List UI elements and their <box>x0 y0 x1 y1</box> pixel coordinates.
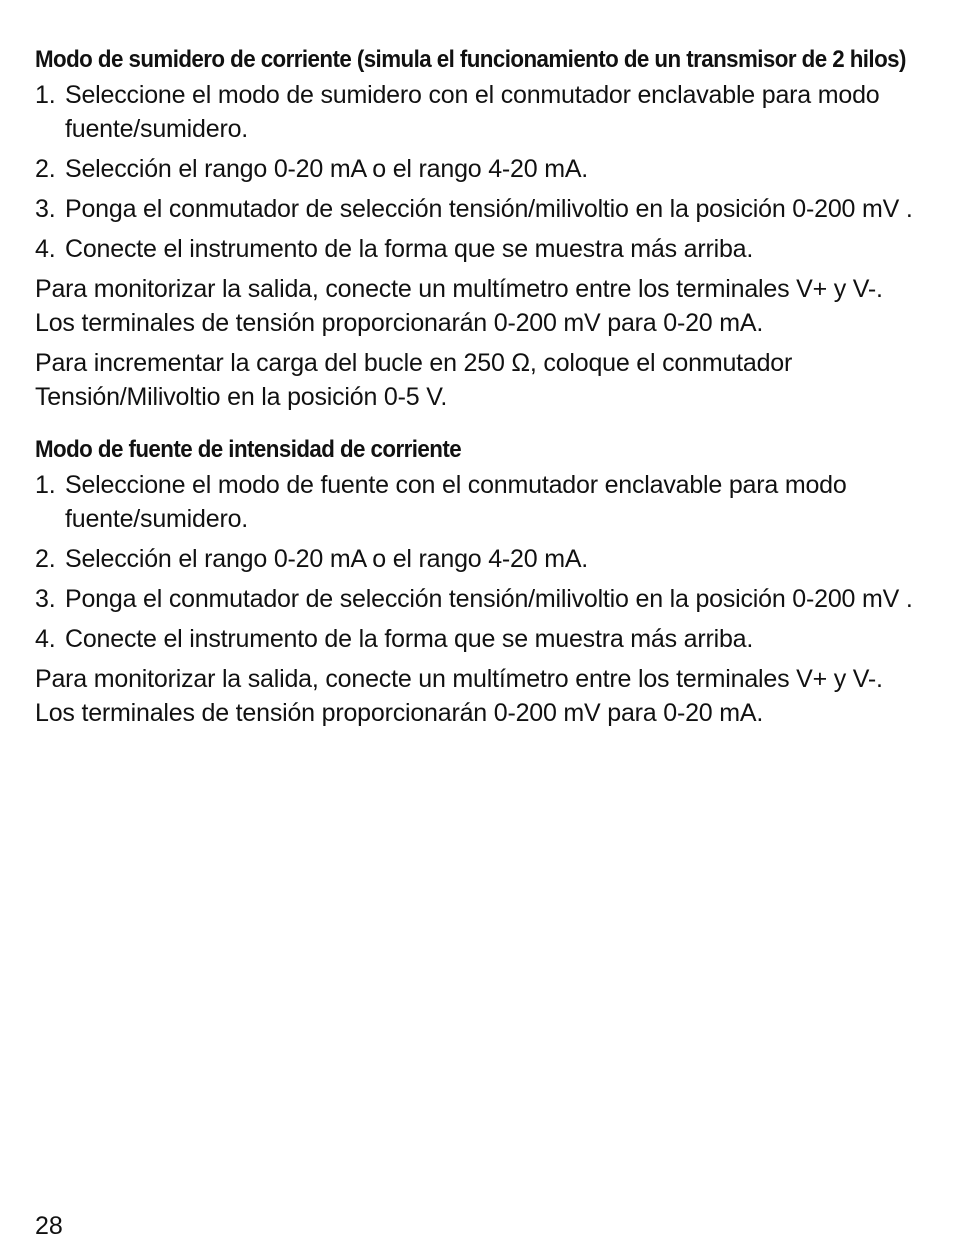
source-step-3 <box>35 582 915 616</box>
step-number: 3. <box>35 195 56 223</box>
step-text: Selección el rango 0-20 mA o el rango 4-20 mA. <box>65 545 589 573</box>
sink-step-2 <box>35 152 915 186</box>
step-text: Ponga el conmutador de selección tensión/milivoltio en la posición 0-200 mV . <box>65 585 913 613</box>
step-text: Seleccione el modo de fuente con el conmutador enclavable para modo fuente/sumidero. <box>65 471 847 533</box>
source-step-1 <box>35 468 915 536</box>
step-text: Ponga el conmutador de selección tensión/milivoltio en la posición 0-200 mV . <box>65 195 913 223</box>
page-number: 28 <box>35 1212 63 1240</box>
sink-step-1 <box>35 78 915 146</box>
manual-page <box>35 44 915 736</box>
step-text: Selección el rango 0-20 mA o el rango 4-20 mA. <box>65 155 589 183</box>
step-number: 4. <box>35 625 56 653</box>
section-spacer <box>35 420 915 434</box>
sink-step-4 <box>35 232 915 266</box>
step-number: 2. <box>35 155 56 183</box>
step-number: 1. <box>35 471 56 499</box>
section-heading-current-sink: Modo de sumidero de corriente (simula el funcionamiento de un transmisor de 2 hilos) <box>35 46 906 73</box>
sink-step-3 <box>35 192 915 226</box>
section-heading-current-source: Modo de fuente de intensidad de corriente <box>35 436 462 463</box>
source-steps-list <box>35 468 915 656</box>
sink-steps-list <box>35 78 915 266</box>
step-number: 2. <box>35 545 56 573</box>
source-step-2 <box>35 542 915 576</box>
source-monitor-paragraph: Para monitorizar la salida, conecte un multímetro entre los terminales V+ y V-. Los terminales de tensión proporcionarán 0-200 mV para 0-20 mA. <box>35 665 883 727</box>
step-number: 3. <box>35 585 56 613</box>
step-number: 4. <box>35 235 56 263</box>
sink-monitor-paragraph: Para monitorizar la salida, conecte un multímetro entre los terminales V+ y V-. Los terminales de tensión proporcionarán 0-200 mV para 0-20 mA. <box>35 275 883 337</box>
step-text: Conecte el instrumento de la forma que se muestra más arriba. <box>65 235 754 263</box>
source-step-4 <box>35 622 915 656</box>
step-text: Seleccione el modo de sumidero con el conmutador enclavable para modo fuente/sumidero. <box>65 81 880 143</box>
step-text: Conecte el instrumento de la forma que se muestra más arriba. <box>65 625 754 653</box>
step-number: 1. <box>35 81 56 109</box>
sink-load-paragraph: Para incrementar la carga del bucle en 250 Ω, coloque el conmutador Tensión/Milivoltio en la posición 0-5 V. <box>35 349 793 411</box>
